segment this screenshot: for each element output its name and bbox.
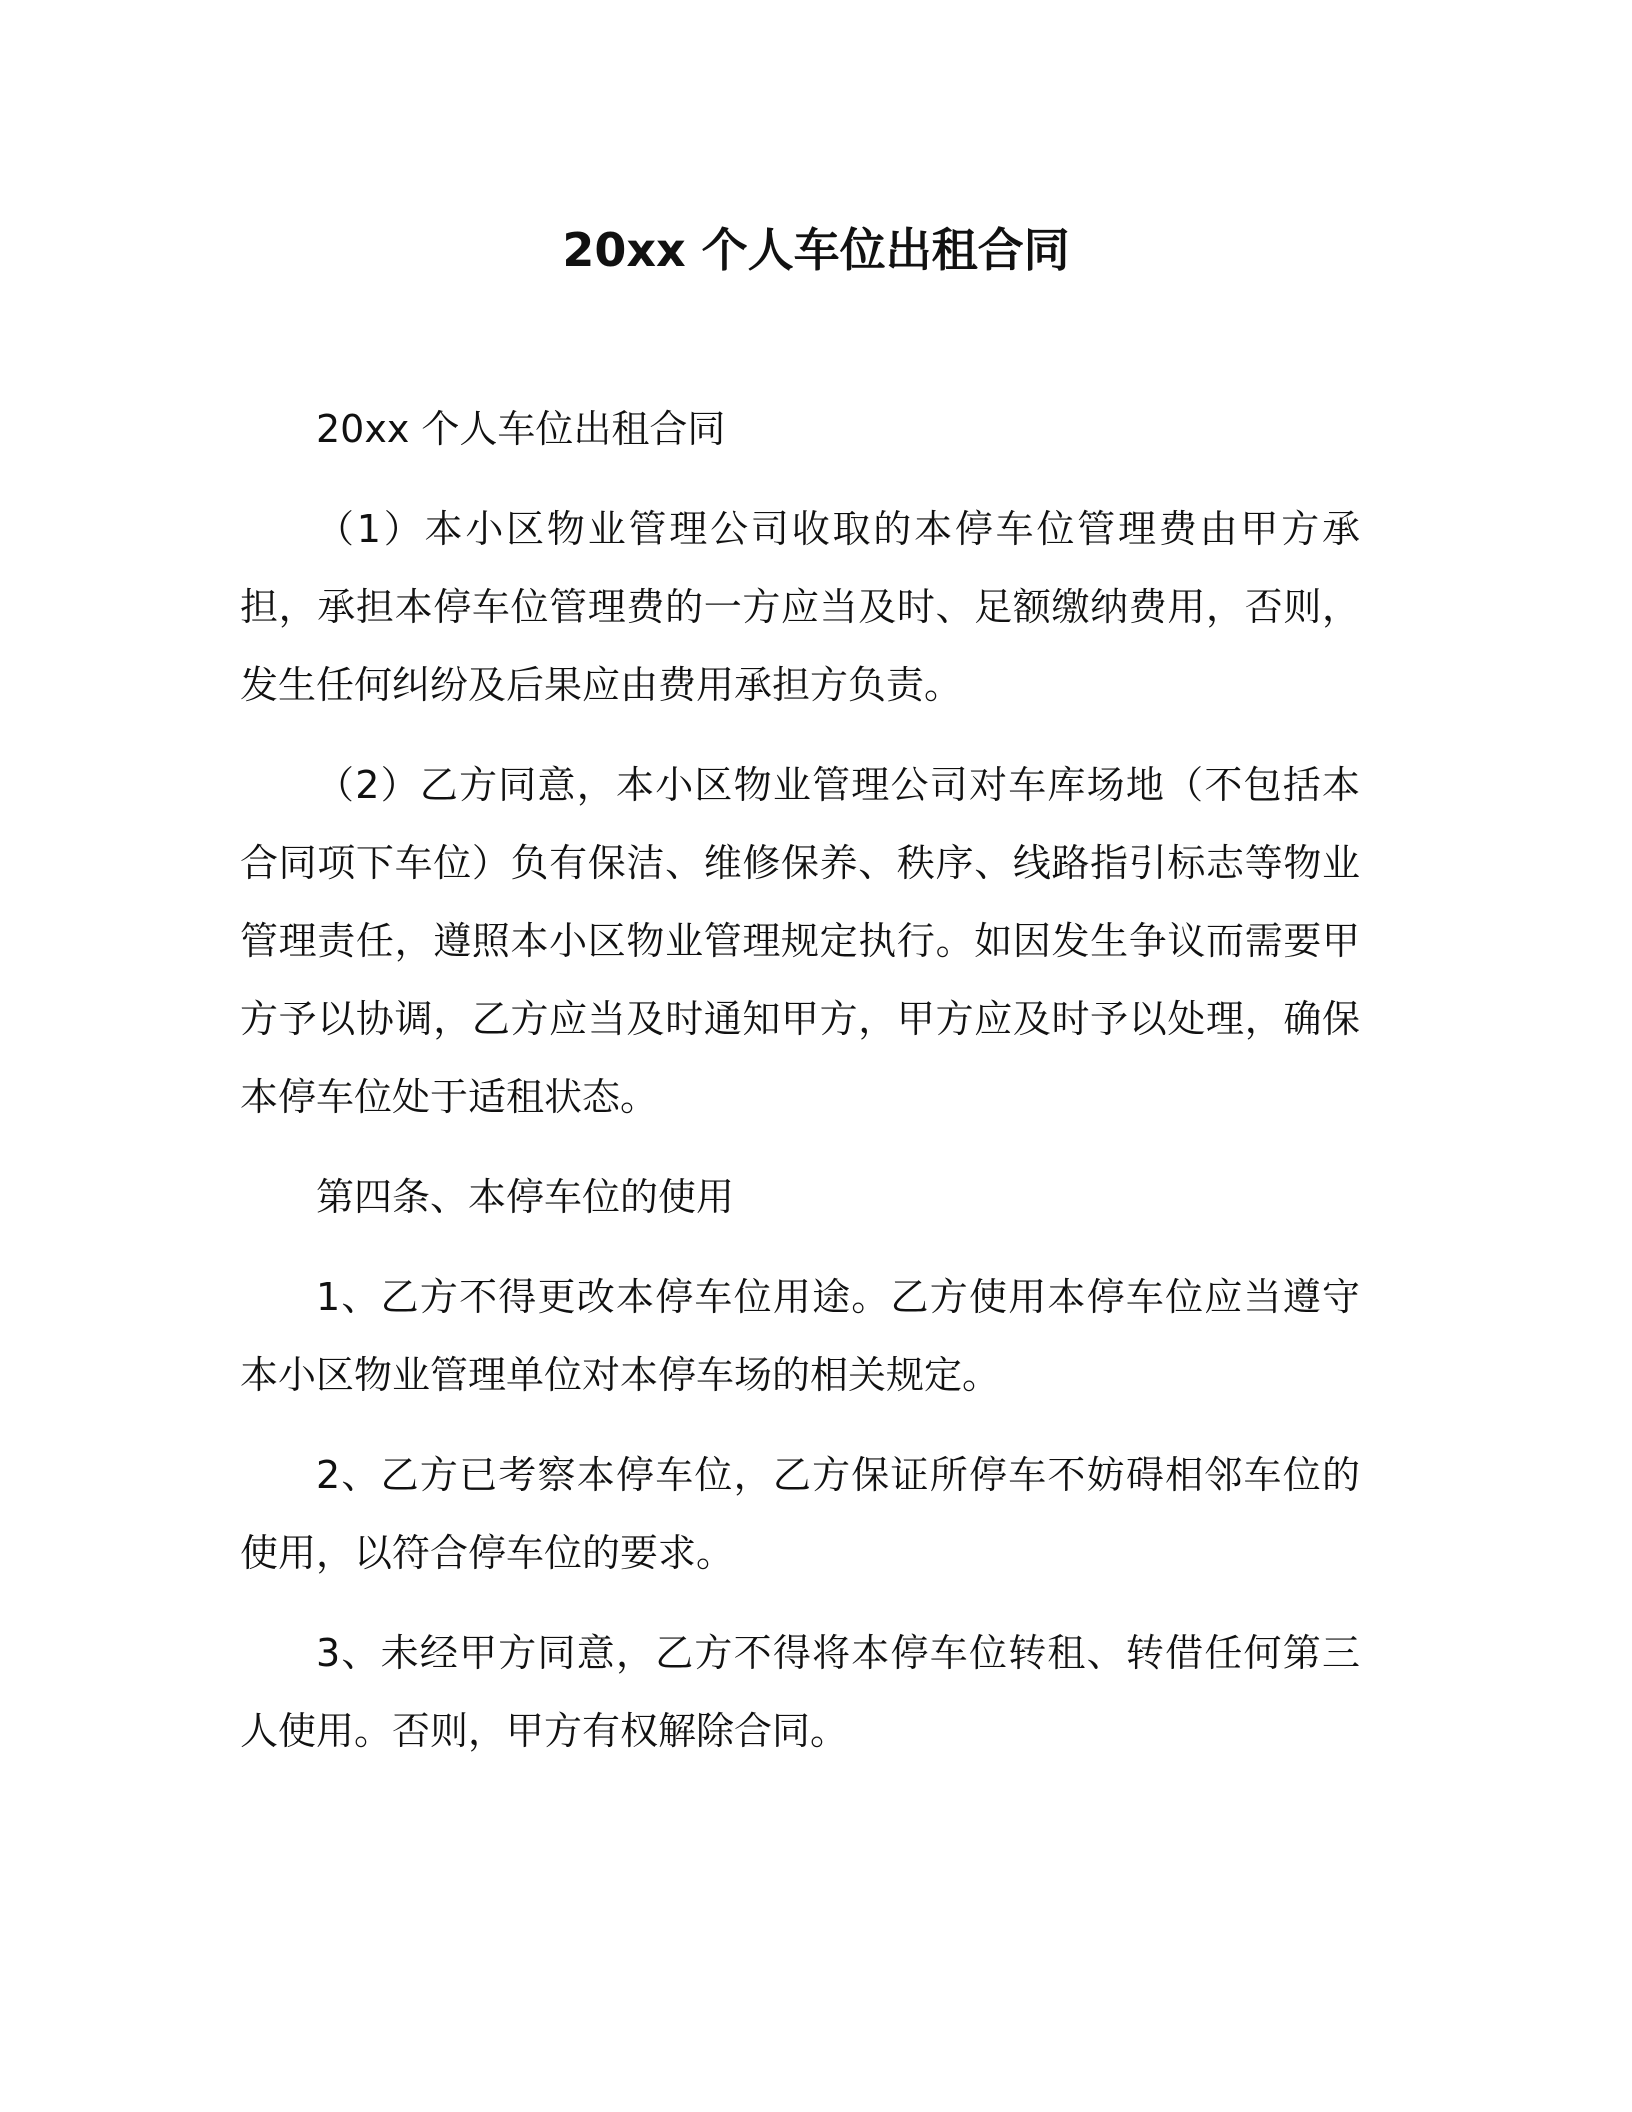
paragraph-item-3: 3、未经甲方同意，乙方不得将本停车位转租、转借任何第三人使用。否则，甲方有权解除合同。 — [240, 1631, 1360, 1753]
paragraph-article-4-heading: 第四条、本停车位的使用 — [316, 1175, 735, 1219]
paragraph-clause-2: （2）乙方同意，本小区物业管理公司对车库场地（不包括本合同项下车位）负有保洁、维修保养、秩序、线路指引标志等物业管理责任，遵照本小区物业管理规定执行。如因发生争议而需要甲方予以协调，乙方应当及时通知甲方，甲方应及时予以处理，确保本停车位处于适租状态。 — [240, 763, 1360, 1119]
paragraph-item-1: 1、乙方不得更改本停车位用途。乙方使用本停车位应当遵守本小区物业管理单位对本停车场的相关规定。 — [240, 1275, 1360, 1397]
document-title: 20xx 个人车位出租合同 — [562, 223, 1070, 277]
paragraph-subtitle: 20xx 个人车位出租合同 — [316, 407, 726, 451]
paragraph-item-2: 2、乙方已考察本停车位，乙方保证所停车不妨碍相邻车位的使用，以符合停车位的要求。 — [240, 1453, 1360, 1575]
document-body — [240, 390, 1360, 1770]
paragraph-clause-1: （1）本小区物业管理公司收取的本停车位管理费由甲方承担，承担本停车位管理费的一方应当及时、足额缴纳费用，否则，发生任何纠纷及后果应由费用承担方负责。 — [240, 507, 1360, 707]
